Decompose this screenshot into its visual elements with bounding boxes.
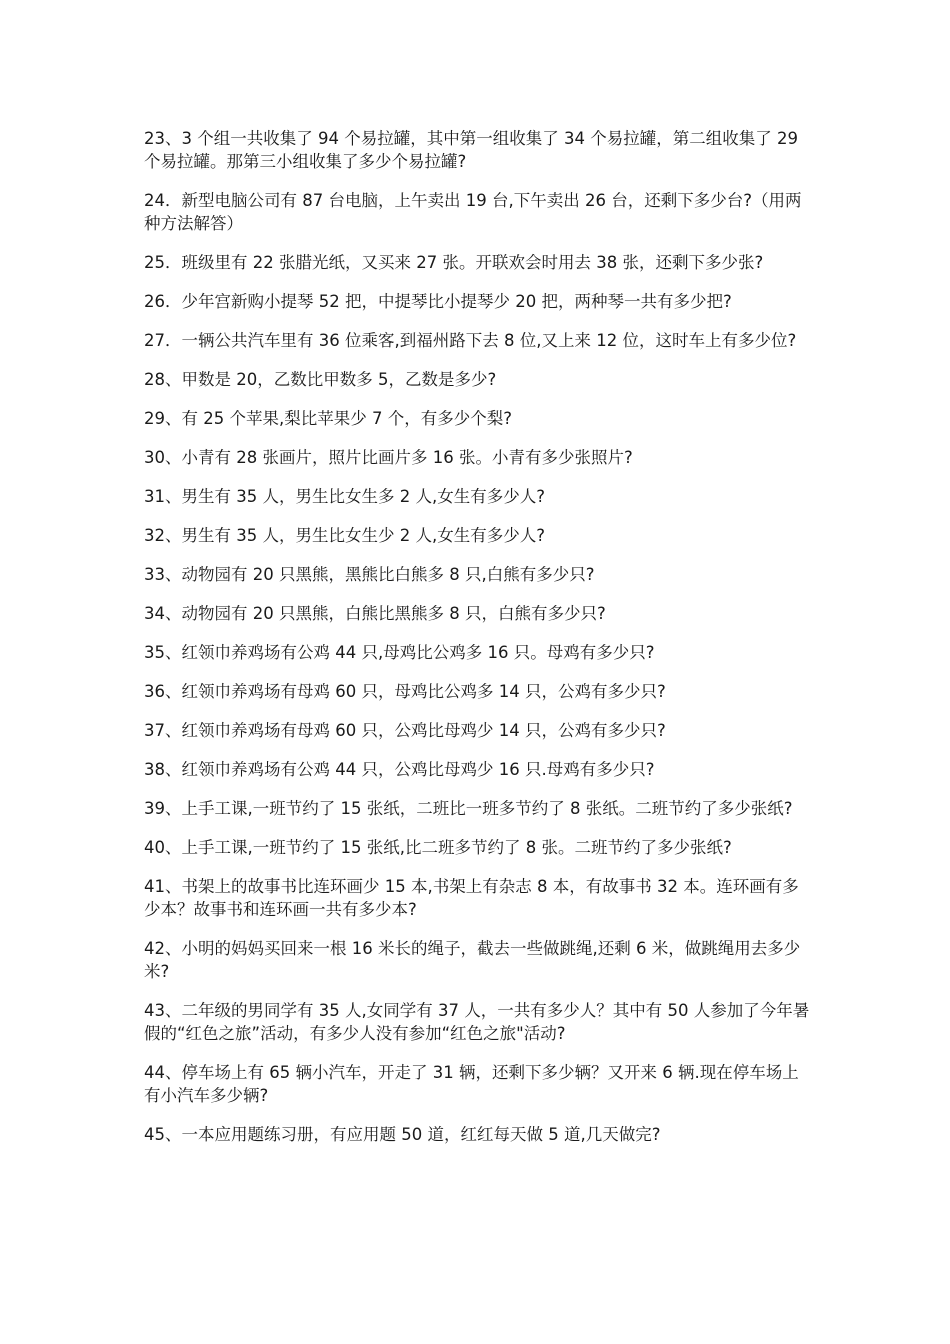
- problem-item: 35、红领巾养鸡场有公鸡 44 只,母鸡比公鸡多 16 只。母鸡有多少只?: [144, 643, 655, 662]
- problem-item: 44、停车场上有 65 辆小汽车，开走了 31 辆，还剩下多少辆？又开来 6 辆.现在停车场上有小汽车多少辆?: [144, 1063, 799, 1105]
- problem-item: 45、一本应用题练习册，有应用题 50 道，红红每天做 5 道,几天做完?: [144, 1125, 661, 1144]
- problem-item: 41、书架上的故事书比连环画少 15 本,书架上有杂志 8 本，有故事书 32 本。连环画有多少本？故事书和连环画一共有多少本?: [144, 877, 799, 919]
- problem-item: 23、3 个组一共收集了 94 个易拉罐，其中第一组收集了 34 个易拉罐，第二组收集了 29 个易拉罐。那第三小组收集了多少个易拉罐?: [144, 129, 798, 171]
- problem-item: 37、红领巾养鸡场有母鸡 60 只，公鸡比母鸡少 14 只，公鸡有多少只?: [144, 721, 666, 740]
- problem-item: 39、上手工课,一班节约了 15 张纸，二班比一班多节约了 8 张纸。二班节约了多少张纸?: [144, 799, 793, 818]
- problem-item: 30、小青有 28 张画片，照片比画片多 16 张。小青有多少张照片?: [144, 448, 633, 467]
- problem-list: [144, 127, 814, 1162]
- problem-item: 34、动物园有 20 只黑熊，白熊比黑熊多 8 只，白熊有多少只?: [144, 604, 606, 623]
- problem-item: 25．班级里有 22 张腊光纸，又买来 27 张。开联欢会时用去 38 张，还剩下多少张?: [144, 253, 764, 272]
- problem-item: 31、男生有 35 人，男生比女生多 2 人,女生有多少人?: [144, 487, 545, 506]
- problem-item: 24．新型电脑公司有 87 台电脑，上午卖出 19 台,下午卖出 26 台，还剩下多少台?（用两种方法解答）: [144, 191, 802, 233]
- problem-item: 28、甲数是 20，乙数比甲数多 5，乙数是多少?: [144, 370, 497, 389]
- problem-item: 43、二年级的男同学有 35 人,女同学有 37 人，一共有多少人？其中有 50 人参加了今年暑假的“红色之旅”活动，有多少人没有参加“红色之旅"活动?: [144, 1001, 810, 1043]
- problem-item: 29、有 25 个苹果,梨比苹果少 7 个，有多少个梨?: [144, 409, 512, 428]
- problem-item: 40、上手工课,一班节约了 15 张纸,比二班多节约了 8 张。二班节约了多少张纸?: [144, 838, 732, 857]
- problem-item: 42、小明的妈妈买回来一根 16 米长的绳子，截去一些做跳绳,还剩 6 米，做跳绳用去多少米?: [144, 939, 801, 981]
- problem-item: 33、动物园有 20 只黑熊，黑熊比白熊多 8 只,白熊有多少只?: [144, 565, 595, 584]
- problem-item: 27．一辆公共汽车里有 36 位乘客,到福州路下去 8 位,又上来 12 位，这时车上有多少位?: [144, 331, 797, 350]
- problem-item: 26．少年宫新购小提琴 52 把，中提琴比小提琴少 20 把，两种琴一共有多少把?: [144, 292, 732, 311]
- problem-item: 38、红领巾养鸡场有公鸡 44 只，公鸡比母鸡少 16 只.母鸡有多少只?: [144, 760, 655, 779]
- problem-item: 32、男生有 35 人，男生比女生少 2 人,女生有多少人?: [144, 526, 545, 545]
- problem-item: 36、红领巾养鸡场有母鸡 60 只，母鸡比公鸡多 14 只，公鸡有多少只?: [144, 682, 666, 701]
